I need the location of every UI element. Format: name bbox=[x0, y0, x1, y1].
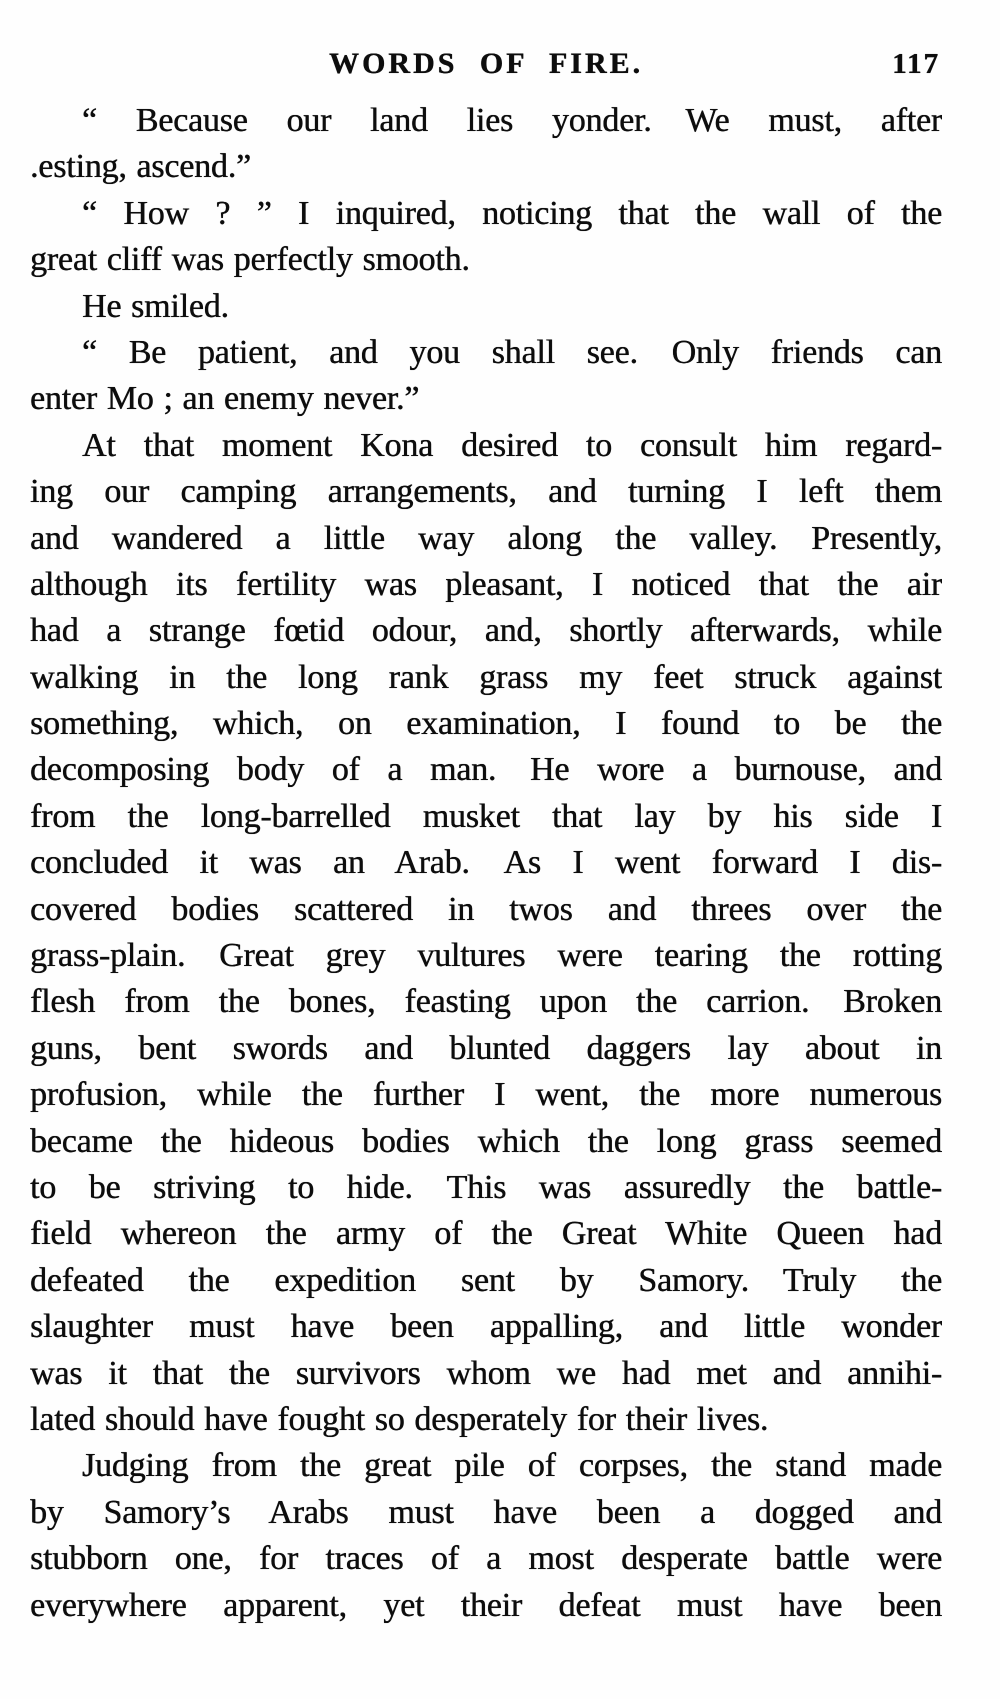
text-line: although its fertility was pleasant, I noticed that the air bbox=[30, 565, 942, 603]
text-line: At that moment Kona desired to consult him regard- bbox=[82, 426, 942, 464]
text-line: had a strange fœtid odour, and, shortly afterwards, while bbox=[30, 612, 942, 650]
text-line: walking in the long rank grass my feet struck against bbox=[30, 658, 942, 696]
text-line: lated should have fought so desperately for their lives. bbox=[30, 1400, 769, 1438]
text-line: by Samory’s Arabs must have been a dogged and bbox=[30, 1493, 942, 1531]
text-line: covered bodies scattered in twos and threes over the bbox=[30, 890, 942, 928]
text-line: stubborn one, for traces of a most desperate battle were bbox=[30, 1540, 942, 1578]
text-line: and wandered a little way along the valley. Presently, bbox=[30, 519, 942, 557]
paragraph bbox=[30, 98, 942, 191]
text-line: He smiled. bbox=[82, 287, 229, 325]
paragraph bbox=[30, 330, 942, 423]
text-line: something, which, on examination, I found to be the bbox=[30, 705, 942, 743]
running-head bbox=[30, 44, 942, 84]
text-line: concluded it was an Arab. As I went forward I dis- bbox=[30, 844, 942, 882]
text-line: Judging from the great pile of corpses, the stand made bbox=[82, 1447, 942, 1485]
text-line: to be striving to hide. This was assuredly the battle- bbox=[30, 1168, 942, 1206]
text-line: “ Be patient, and you shall see. Only friends can bbox=[82, 333, 942, 371]
text-line: everywhere apparent, yet their defeat must have been bbox=[30, 1586, 942, 1624]
paragraph bbox=[30, 191, 942, 284]
text-line: .esting, ascend.” bbox=[30, 148, 251, 186]
text-line: from the long-barrelled musket that lay by his side I bbox=[30, 797, 942, 835]
text-line: ing our camping arrangements, and turning I left them bbox=[30, 473, 942, 511]
text-line: profusion, while the further I went, the more numerous bbox=[30, 1076, 942, 1114]
paragraph bbox=[30, 284, 942, 330]
text-line: “ Because our land lies yonder. We must, after bbox=[82, 102, 942, 139]
running-head-title: WORDS OF FIRE. bbox=[328, 47, 644, 80]
text-line: grass-plain. Great grey vultures were tearing the rotting bbox=[30, 937, 942, 975]
text-line: field whereon the army of the Great White Queen had bbox=[30, 1215, 942, 1253]
text-line: became the hideous bodies which the long grass seemed bbox=[30, 1122, 942, 1160]
text-line: “ How ? ” I inquired, noticing that the wall of the bbox=[82, 194, 942, 232]
text-line: enter Mo ; an enemy never.” bbox=[30, 380, 420, 418]
text-line: great cliff was perfectly smooth. bbox=[30, 241, 470, 279]
page-number: 117 bbox=[892, 48, 940, 80]
text-line: was it that the survivors whom we had met and annihi- bbox=[30, 1354, 942, 1392]
text-line: defeated the expedition sent by Samory. Truly the bbox=[30, 1261, 942, 1299]
text-line: guns, bent swords and blunted daggers lay about in bbox=[30, 1029, 942, 1067]
paragraph bbox=[30, 423, 942, 1444]
page-body bbox=[30, 98, 942, 1629]
text-line: slaughter must have been appalling, and little wonder bbox=[30, 1308, 942, 1346]
text-line: flesh from the bones, feasting upon the carrion. Broken bbox=[30, 983, 942, 1021]
text-line: decomposing body of a man. He wore a burnouse, and bbox=[30, 751, 942, 789]
paragraph bbox=[30, 1443, 942, 1629]
